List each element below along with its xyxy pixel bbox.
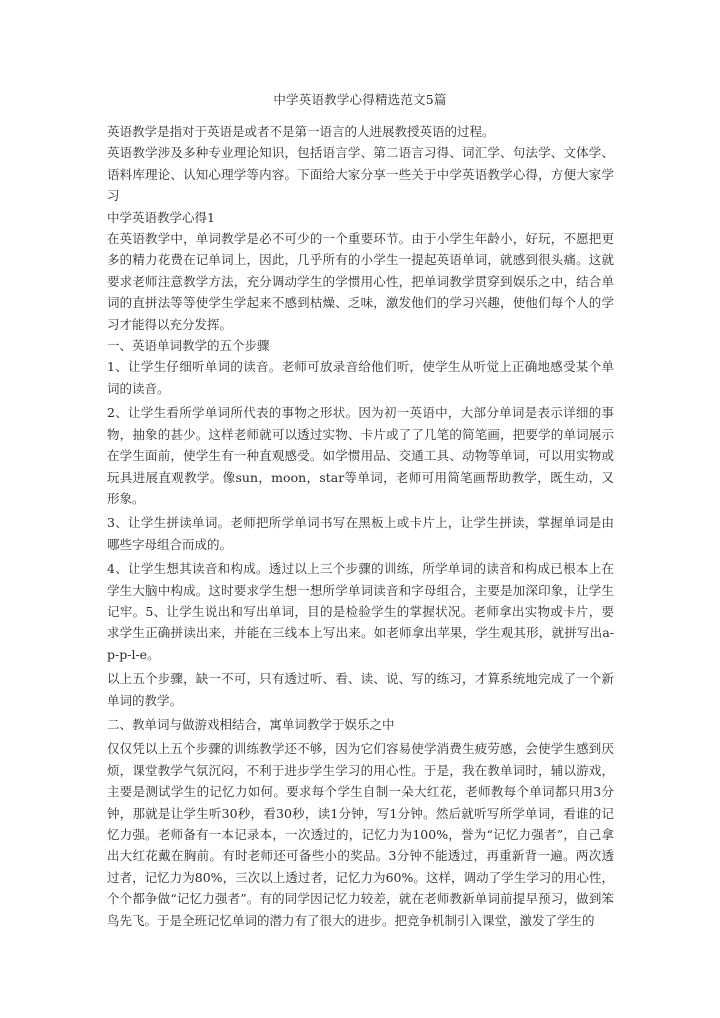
subheading-five-steps: 一、英语单词教学的五个步骤	[107, 338, 270, 354]
paragraph-summary: 以上五个步骤，缺一不可，只有透过听、看、读、说、写的练习，才算系统地完成了一个新单词的教学。	[107, 671, 614, 708]
subheading-games: 二、教单词与做游戏相结合，寓单词教学于娱乐之中	[107, 716, 395, 732]
paragraph-overview: 英语教学涉及多种专业理论知识，包括语言学、第二语言习得、词汇学、句法学、文体学、语料库理论、认知心理学等内容。下面给大家分享一些关于中学英语教学心得，方便大家学习	[107, 145, 614, 204]
list-item-step-1: 1、让学生仔细听单词的读音。老师可放录音给他们听，使学生从听觉上正确地感受某个单词的读音。	[107, 359, 614, 396]
section-heading-1: 中学英语教学心得1	[107, 209, 215, 225]
document-body	[107, 121, 614, 931]
list-item-step-3: 3、让学生拼读单词。老师把所学单词书写在黑板上或卡片上，让学生拼读，掌握单词是由哪些字母组合而成的。	[107, 515, 614, 552]
paragraph: 在英语教学中，单词教学是必不可少的一个重要环节。由于小学生年龄小，好玩，不愿把更多的精力花费在记单词上，因此，几乎所有的小学生一提起英语单词，就感到很头痛。这就要求老师注意教学方法，充分调动学生的学惯用心性，把单词教学贯穿到娱乐之中，结合单词的直拼法等等使学生学起来不感到枯燥、乏味，激发他们的学习兴趣，使他们每个人的学习才能得以充分发挥。	[107, 231, 614, 332]
document-title: 中学英语教学心得精选范文5篇	[273, 92, 447, 107]
list-item-step-2: 2、让学生看所学单词所代表的事物之形状。因为初一英语中，大部分单词是表示详细的事物，抽象的甚少。这样老师就可以透过实物、卡片或了了几笔的简笔画，把要学的单词展示在学生面前，使学生有一种直观感受。如学惯用品、交通工具、动物等单词，可以用实物或玩具进展直观教学。像sun，moon，star等单词，老师可用简笔画帮助教学，既生动，又形象。	[107, 405, 614, 506]
paragraph: 仅仅凭以上五个步骤的训练教学还不够，因为它们容易使学消费生疲劳感，会使学生感到厌烦，课堂教学气氛沉闷，不利于进步学生学习的用心性。于是，我在教单词时，辅以游戏，主要是测试学生的记忆力如何。要求每个学生自制一朵大红花，老师教每个单词都只用3分钟，那就是让学生听30秒，看30秒，读1分钟，写1分钟。然后就听写所学单词，看谁的记忆力强。老师备有一本记录本，一次透过的，记忆力为100%，誉为“记忆力强者”，自己拿出大红花戴在胸前。有时老师还可备些小的奖品。3分钟不能透过，再重新背一遍。两次透过者，记忆力为80%，三次以上透过者，记忆力为60%。这样，调动了学生学习的用心性，个个都争做“记忆力强者”。有的同学因记忆力较差，就在老师教新单词前提早预习，做到笨鸟先飞。于是全班记忆单词的潜力有了很大的进步。把竞争机制引入课堂，激发了学生的	[107, 741, 614, 928]
list-item-step-4-5: 4、让学生想其读音和构成。透过以上三个步骤的训练，所学单词的读音和构成已根本上在学生大脑中构成。这时要求学生想一想所学单词读音和字母组合，主要是加深印象，让学生记牢。5、让学生说出和写出单词，目的是检验学生的掌握状况。老师拿出实物或卡片，要求学生正确拼读出来，并能在三线本上写出来。如老师拿出苹果，学生观其形，就拼写出a-p-p-l-e。	[107, 561, 614, 662]
paragraph-intro: 英语教学是指对于英语是或者不是第一语言的人进展教授英语的过程。	[107, 124, 495, 139]
